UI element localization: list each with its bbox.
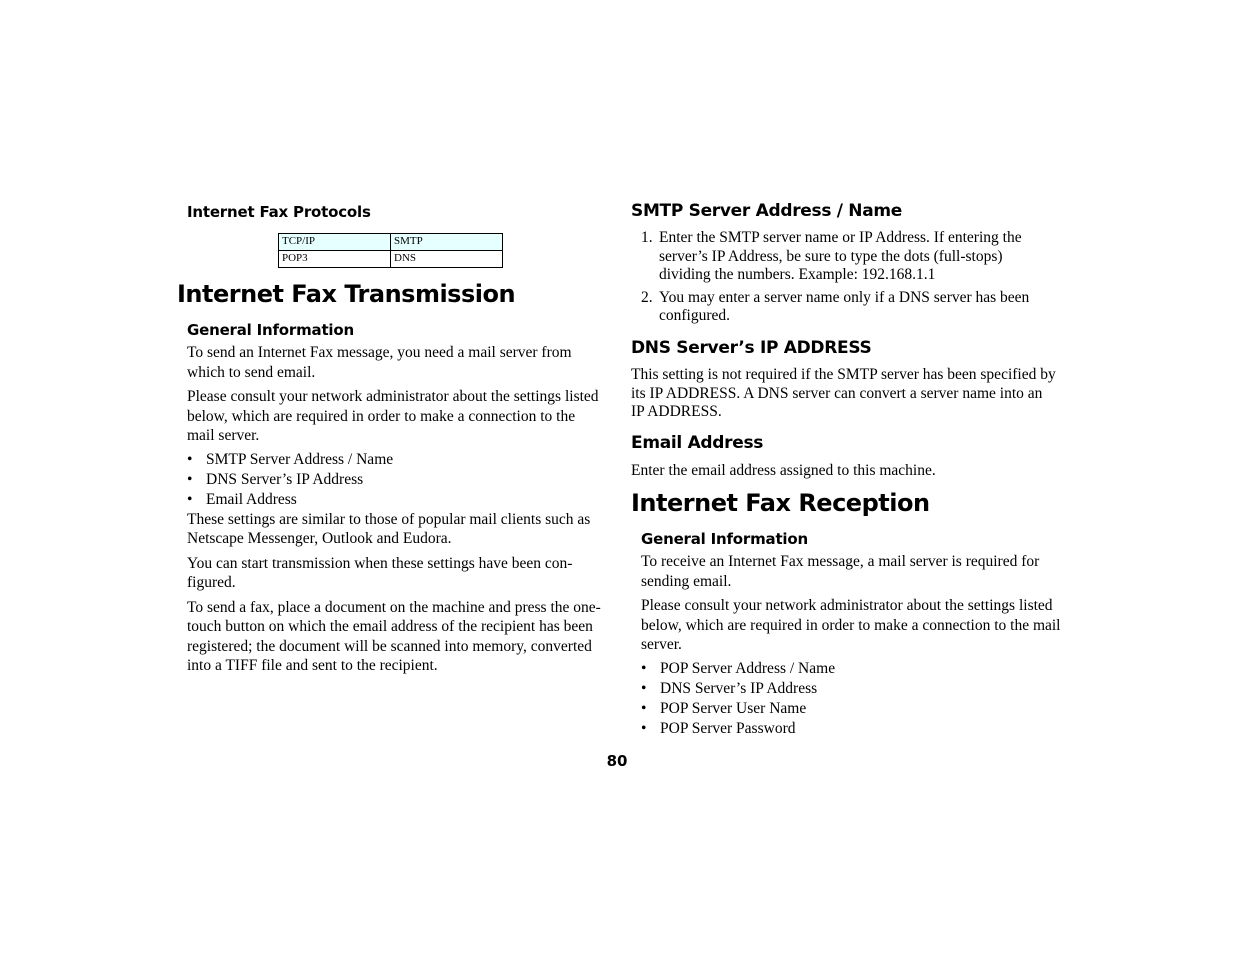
step-number: 1. <box>641 229 653 246</box>
list-item <box>631 229 1057 285</box>
general-info-heading: General Information <box>187 321 354 339</box>
list-item: • DNS Server’s IP Address <box>187 470 603 490</box>
list-item: • POP Server Password <box>641 719 1061 739</box>
list-item: • DNS Server’s IP Address <box>641 679 1061 699</box>
reception-title: Internet Fax Reception <box>631 489 930 517</box>
paragraph: Please consult your network administrator about the settings listed below, which are required in order to make a connection to the mail server. <box>187 388 599 444</box>
list-item: • POP Server User Name <box>641 699 1061 719</box>
table-cell: TCP/IP <box>279 234 391 251</box>
left-body <box>187 343 603 676</box>
list-item: • Email Address <box>187 490 603 510</box>
reception-settings-list <box>641 659 1061 739</box>
transmission-title: Internet Fax Transmission <box>177 280 516 308</box>
table-cell: POP3 <box>279 251 391 268</box>
step-number: 2. <box>641 288 653 306</box>
list-item: • POP Server Address / Name <box>641 659 1061 679</box>
step-text: Enter the SMTP server name or IP Address. If entering the server’s IP Address, be sure to type the dots (full-stops) dividing the numbers. Example: 192.168.1.1 <box>659 229 1022 283</box>
table-row <box>279 251 503 268</box>
paragraph: To send an Internet Fax message, you need a mail server from which to send email. <box>187 344 572 381</box>
list-item: • SMTP Server Address / Name <box>187 450 603 470</box>
paragraph: You can start transmission when these settings have been con-figured. <box>187 554 573 591</box>
list-item <box>631 289 1057 326</box>
general-info-heading-right: General Information <box>641 530 808 548</box>
smtp-steps <box>631 229 1057 326</box>
paragraph: Please consult your network administrator about the settings listed below, which are required in order to make a connection to the mail server. <box>641 597 1061 653</box>
paragraph: To receive an Internet Fax message, a mail server is required for sending email. <box>641 553 1040 590</box>
right-body <box>641 552 1061 739</box>
email-heading: Email Address <box>631 433 764 453</box>
email-text: Enter the email address assigned to this machine. <box>631 462 936 479</box>
paragraph: These settings are similar to those of popular mail clients such as Netscape Messenger, Outlook and Eudora. <box>187 510 591 547</box>
dns-text: This setting is not required if the SMTP server has been specified by its IP ADDRESS. A DNS server can convert a server name into an IP ADDRESS. <box>631 366 1056 420</box>
settings-list <box>187 450 603 510</box>
page-number: 80 <box>606 752 628 770</box>
smtp-heading: SMTP Server Address / Name <box>631 201 903 221</box>
paragraph: To send a fax, place a document on the machine and press the one-touch button on which the email address of the recipient has been registered; the document will be scanned into memory, converted into a TIFF file and sent to the recipient. <box>187 598 601 674</box>
table-cell: SMTP <box>391 234 503 251</box>
table-row <box>279 234 503 251</box>
table-cell: DNS <box>391 251 503 268</box>
protocols-heading: Internet Fax Protocols <box>187 203 371 221</box>
step-text: You may enter a server name only if a DNS server has been configured. <box>659 288 1030 324</box>
protocols-table <box>278 233 503 268</box>
dns-heading: DNS Server’s IP ADDRESS <box>631 338 872 358</box>
